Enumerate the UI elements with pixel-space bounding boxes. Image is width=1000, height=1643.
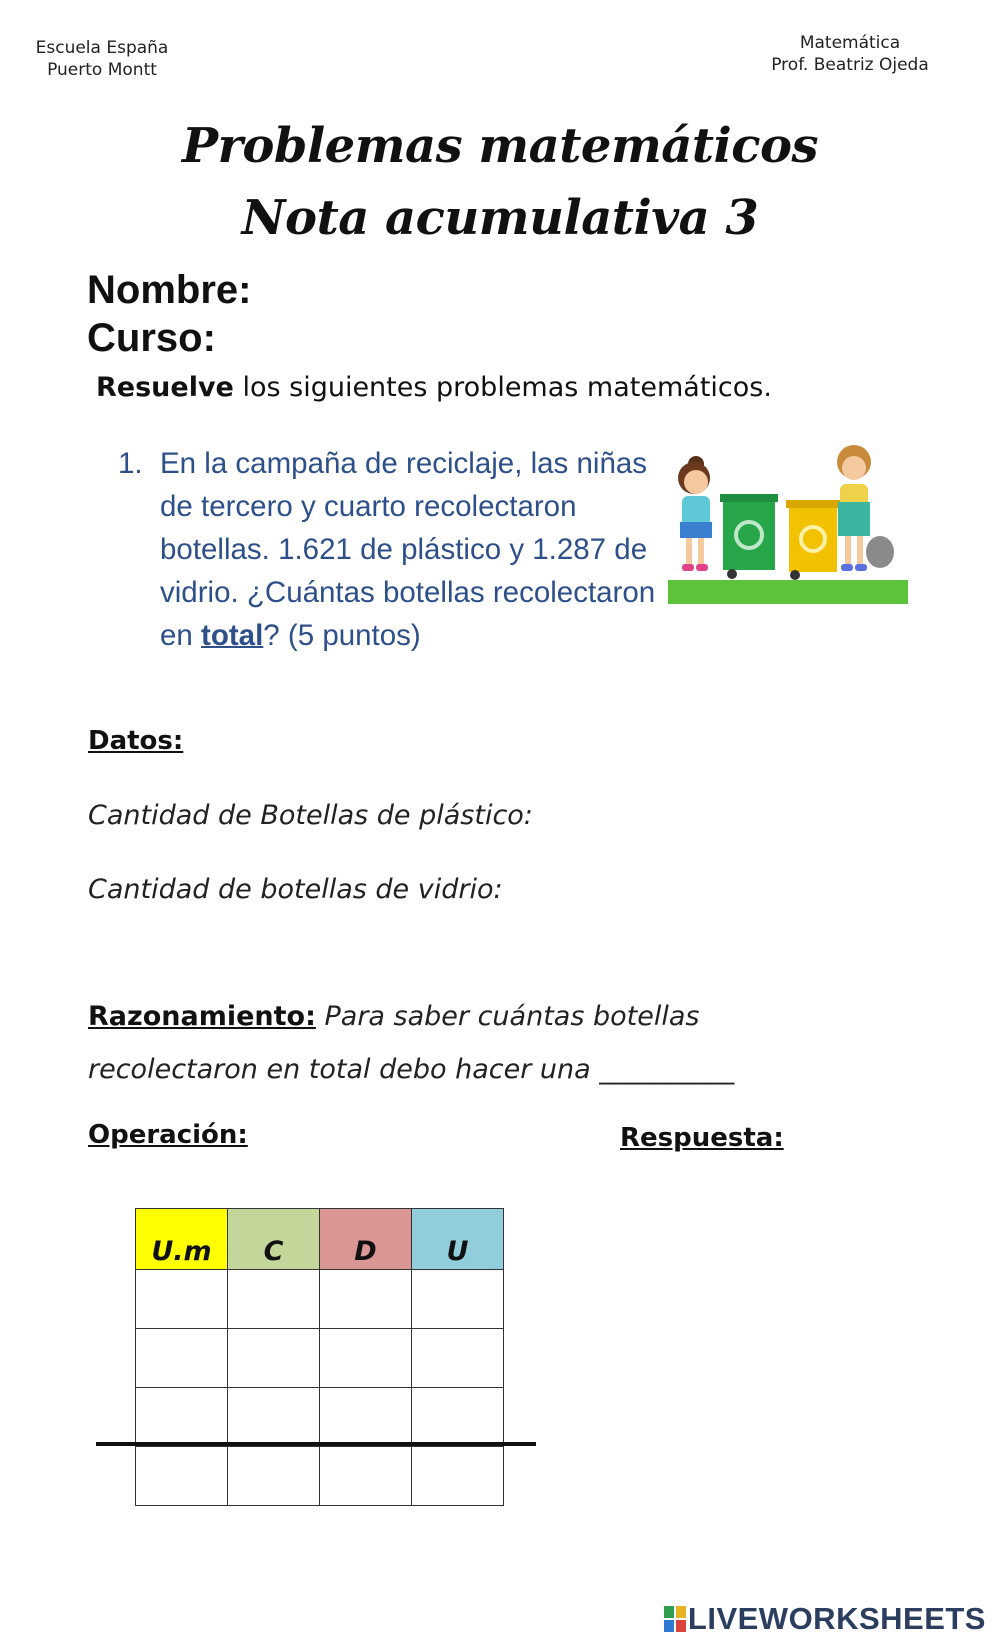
girl-left bbox=[678, 456, 712, 571]
liveworksheets-logo bbox=[664, 1601, 986, 1637]
digit-cell[interactable] bbox=[412, 1270, 504, 1329]
problem-text bbox=[160, 442, 672, 657]
liveworksheets-badge-icon bbox=[664, 1606, 686, 1632]
digit-cell[interactable] bbox=[136, 1270, 228, 1329]
header-unidad-de-mil: U.m bbox=[136, 1209, 228, 1270]
digit-cell[interactable] bbox=[228, 1270, 320, 1329]
reasoning-section bbox=[88, 990, 868, 1096]
school-header bbox=[22, 37, 182, 81]
school-name: Escuela España bbox=[35, 38, 169, 58]
instruction-verb: Resuelve bbox=[96, 372, 234, 403]
page-title: Problemas matemáticos bbox=[181, 118, 819, 174]
instruction bbox=[96, 372, 772, 403]
reasoning-text-a: Para saber cuántas botellas bbox=[315, 1001, 700, 1032]
table-row bbox=[136, 1329, 504, 1388]
table-row bbox=[136, 1270, 504, 1329]
green-recycling-bin bbox=[720, 494, 778, 579]
digit-cell[interactable] bbox=[136, 1388, 228, 1447]
digit-cell[interactable] bbox=[136, 1329, 228, 1388]
page-subtitle: Nota acumulativa 3 bbox=[241, 190, 759, 246]
problem-emphasis: total bbox=[201, 619, 264, 652]
table-header-row bbox=[136, 1209, 504, 1270]
header-decena: D bbox=[320, 1209, 412, 1270]
subject-name: Matemática bbox=[799, 33, 901, 53]
table-row bbox=[136, 1447, 504, 1506]
reasoning-blank[interactable]: __________ bbox=[599, 1054, 735, 1085]
place-value-table bbox=[135, 1208, 504, 1506]
problem-number: 1. bbox=[118, 447, 143, 480]
header-unidad: U bbox=[412, 1209, 504, 1270]
operation-label: Operación: bbox=[88, 1120, 248, 1150]
digit-cell[interactable] bbox=[320, 1270, 412, 1329]
name-label: Nombre: bbox=[87, 268, 252, 312]
header-centena: C bbox=[228, 1209, 320, 1270]
teacher-name: Prof. Beatriz Ojeda bbox=[771, 55, 929, 75]
digit-cell[interactable] bbox=[320, 1329, 412, 1388]
recycling-kids-illustration bbox=[668, 442, 908, 612]
grass-ground bbox=[668, 580, 908, 604]
digit-cell[interactable] bbox=[320, 1447, 412, 1506]
digit-cell[interactable] bbox=[228, 1388, 320, 1447]
digit-cell[interactable] bbox=[412, 1329, 504, 1388]
instruction-text: los siguientes problemas matemáticos. bbox=[233, 372, 772, 403]
course-label: Curso: bbox=[87, 316, 216, 360]
yellow-recycling-bin bbox=[786, 500, 840, 580]
problem-1 bbox=[112, 442, 672, 657]
digit-cell[interactable] bbox=[136, 1447, 228, 1506]
school-city: Puerto Montt bbox=[47, 60, 157, 80]
sum-line bbox=[96, 1442, 536, 1446]
digit-cell[interactable] bbox=[412, 1388, 504, 1447]
digit-cell[interactable] bbox=[320, 1388, 412, 1447]
datos-label: Datos: bbox=[88, 726, 184, 756]
problem-statement: En la campaña de reciclaje, las niñas de tercero y cuarto recolectaron botellas. 1.621 de plástico y 1.287 de vidrio. ¿Cuántas botellas recolectaron en bbox=[160, 447, 656, 652]
digit-cell[interactable] bbox=[228, 1447, 320, 1506]
answer-label: Respuesta: bbox=[620, 1123, 784, 1153]
table-row bbox=[136, 1388, 504, 1447]
problem-points: ? (5 puntos) bbox=[263, 619, 421, 652]
glass-bottles-prompt: Cantidad de botellas de vidrio: bbox=[88, 874, 503, 905]
reasoning-label: Razonamiento: bbox=[88, 1001, 316, 1032]
girl-right bbox=[837, 445, 894, 571]
liveworksheets-brand: LIVEWORKSHEETS bbox=[687, 1601, 986, 1636]
plastic-bottles-prompt: Cantidad de Botellas de plástico: bbox=[88, 800, 533, 831]
teacher-header bbox=[750, 32, 950, 76]
digit-cell[interactable] bbox=[228, 1329, 320, 1388]
digit-cell[interactable] bbox=[412, 1447, 504, 1506]
reasoning-text-b: recolectaron en total debo hacer una bbox=[88, 1054, 600, 1085]
